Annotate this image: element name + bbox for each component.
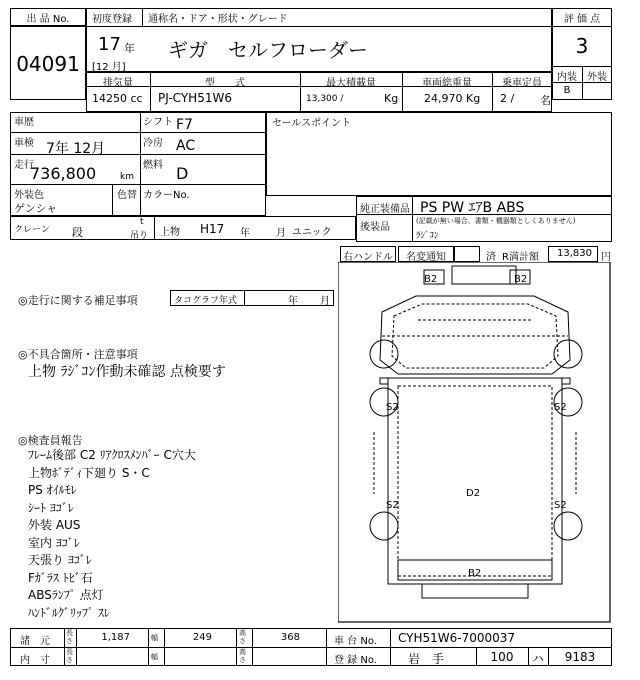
equip-vsep	[412, 196, 413, 242]
crane-v1	[154, 216, 155, 240]
det-h3	[10, 184, 266, 185]
first-reg-month: [12 月]	[92, 62, 126, 73]
det-v3	[140, 184, 141, 216]
lot-number: 04091	[16, 52, 80, 76]
damage-mark: S2	[386, 402, 399, 413]
reg-kana: ハ	[531, 652, 544, 666]
inspector-line: Fｶﾞﾗｽ ﾄﾋﾞ石	[28, 570, 93, 585]
int-width-label: 幅	[151, 653, 158, 661]
capacity-label: 乗車定員	[502, 78, 542, 89]
damage-mark: B2	[514, 274, 528, 285]
inspection-label: 車検	[14, 138, 34, 149]
fuel-label: 燃料	[143, 160, 163, 171]
model-label: 通称名・ドア・形状・グレード	[148, 14, 288, 25]
capacity-unit: 名	[540, 94, 551, 107]
aftermarket: ﾗｼﾞｺﾝ	[416, 231, 439, 241]
max-load-unit: Kg	[384, 92, 399, 105]
displacement-label: 排気量	[103, 78, 133, 89]
interior-dim-label: 内 寸	[20, 655, 50, 666]
footer-v11	[252, 628, 253, 666]
det-h1	[10, 132, 266, 133]
header-sep	[86, 26, 552, 27]
fuel: D	[176, 164, 189, 183]
height-value: 368	[280, 632, 300, 643]
inspector-line: 室内 ﾖｺﾞﾚ	[28, 535, 80, 550]
damage-mark: S2	[554, 500, 567, 511]
footer-v10	[164, 628, 165, 666]
tacho-vsep	[244, 290, 245, 306]
aftermarket-label: 後装品	[360, 222, 390, 233]
interior-grade: B	[563, 85, 571, 96]
reg-number: 9183	[564, 650, 596, 664]
r-meter-unit: 円	[601, 252, 611, 263]
inspector-line: PS ｵｲﾙﾓﾚ	[28, 483, 77, 497]
int-height-label: 高さ	[239, 648, 246, 664]
footer-v5	[390, 628, 391, 666]
lot-label: 出 品 No.	[26, 14, 70, 25]
body-year-unit: 年	[240, 228, 250, 239]
driving-label: ◎走行に関する補足事項	[18, 294, 138, 307]
shift: F7	[176, 117, 193, 133]
inspector-line: ｼｰﾄ ﾖｺﾞﾚ	[28, 500, 74, 515]
inspector-line: 外装 AUS	[28, 518, 81, 532]
shift-label: シフト	[143, 117, 173, 128]
body-year: H17	[200, 222, 225, 236]
type: PJ-CYH51W6	[158, 91, 232, 105]
ac-label: 冷房	[143, 138, 163, 149]
damage-mark: B2	[424, 274, 438, 285]
damage-mark: B2	[468, 568, 482, 579]
r-meter-value: 13,830	[557, 248, 592, 259]
mileage: 736,800	[30, 164, 97, 183]
score-sep1	[552, 26, 612, 27]
capacity: 2 /	[500, 92, 515, 105]
sales-point-label: セールスポイント	[272, 118, 352, 129]
damage-mark: S2	[554, 402, 567, 413]
specs-label: 諸 元	[20, 636, 50, 647]
exterior-label: 外装	[587, 72, 607, 83]
footer-sep	[10, 647, 612, 648]
tacho-year-unit: 年	[288, 296, 298, 307]
odo-label: 済	[486, 252, 496, 263]
det-v1	[140, 112, 141, 184]
tacho-month-unit: 月	[320, 296, 330, 307]
footer-v9	[76, 628, 77, 666]
body-maker: ユニック	[292, 227, 332, 238]
reg-region: 岩 手	[408, 652, 445, 666]
history-label: 車歴	[14, 117, 34, 128]
mileage-label: 走行	[14, 160, 34, 171]
width-value: 249	[192, 632, 212, 643]
truck-diagram	[338, 262, 612, 624]
first-reg-year: 17	[98, 34, 121, 55]
header-vsep	[142, 8, 143, 26]
type-label: 型 式	[205, 78, 245, 89]
max-load: 13,300 /	[306, 94, 344, 104]
inspection: 7年 12月	[46, 141, 106, 157]
length-value: 1,187	[101, 632, 130, 643]
inspector-label: ◎検査員報告	[18, 434, 83, 447]
chassis-value: CYH51W6-7000037	[398, 631, 516, 645]
mileage-unit: km	[120, 172, 134, 182]
length-label: 長さ	[66, 629, 73, 645]
gross-weight: 24,970 Kg	[424, 92, 481, 105]
det-v2	[112, 184, 113, 216]
displacement: 14250 cc	[92, 92, 143, 105]
year-unit: 年	[124, 42, 135, 55]
int-length-label: 長さ	[66, 648, 73, 664]
footer-v3	[236, 628, 237, 666]
tacho-label: タコグラフ年式	[174, 296, 238, 306]
color-code-label: カラーNo.	[143, 190, 190, 201]
defects-text: 上物 ﾗｼﾞｺﾝ作動未確認 点検要す	[28, 364, 226, 380]
inspector-list	[28, 446, 196, 621]
std-equipment-label: 純正装備品	[360, 204, 410, 215]
odometer-change-label: 名変通知	[406, 252, 446, 263]
damage-mark: D2	[466, 488, 481, 499]
body-month-unit: 月	[276, 228, 286, 239]
interior-label: 内装	[557, 72, 577, 83]
body-label: 上物	[160, 227, 180, 238]
first-reg-label: 初度登録	[92, 14, 132, 25]
defects-label: ◎不具合箇所・注意事項	[18, 348, 138, 361]
crane-stage: 段	[72, 226, 83, 239]
ext-color-label: 外装色	[14, 190, 44, 201]
color-no-label: 色替	[117, 190, 137, 201]
score-label: 評 価 点	[563, 14, 601, 25]
crane-label: クレーン	[14, 225, 50, 235]
ac: AC	[176, 138, 196, 154]
inspector-line: 上物ﾎﾞﾃﾞｨ下廻り S・C	[28, 465, 150, 480]
damage-mark: S2	[386, 500, 399, 511]
inspector-line: 天張り ﾖｺﾞﾚ	[28, 553, 92, 567]
footer-v4	[326, 628, 327, 666]
score-value: 3	[575, 34, 589, 58]
crane-ton-top: t	[140, 217, 144, 227]
odo-blank-box	[454, 246, 480, 262]
aftermarket-note: (記載が無い場合、書類・機器類としくありません)	[416, 217, 576, 225]
crane-ton-bottom: 吊り	[130, 231, 149, 241]
std-equipment: PS PW ｴｱB ABS	[420, 200, 525, 216]
reg-class: 100	[490, 650, 514, 664]
chassis-label: 車 台 No.	[334, 636, 377, 647]
inspector-line: ﾊﾝﾄﾞﾙｸﾞﾘｯﾌﾟ ｽﾚ	[28, 605, 110, 620]
model-name: ギガ セルフローダー	[168, 38, 368, 62]
width-label: 幅	[151, 634, 158, 642]
inspector-line: ABSﾗﾝﾌﾟ 点灯	[28, 588, 104, 602]
r-meter-label: R満計額	[502, 252, 539, 263]
reg-label: 登 録 No.	[334, 655, 377, 666]
gross-weight-label: 車両総重量	[422, 78, 472, 89]
ext-color: ゲンシャ	[14, 202, 58, 215]
max-load-label: 最大積載量	[326, 78, 376, 89]
footer-v2	[148, 628, 149, 666]
footer-v1	[64, 628, 65, 666]
inspector-line: ﾌﾚｰﾑ後部 C2 ﾘｱｸﾛｽﾒﾝﾊﾞｰ C穴大	[28, 448, 196, 462]
rhd-label: 右ハンドル	[343, 252, 393, 263]
height-label: 高さ	[239, 629, 246, 645]
